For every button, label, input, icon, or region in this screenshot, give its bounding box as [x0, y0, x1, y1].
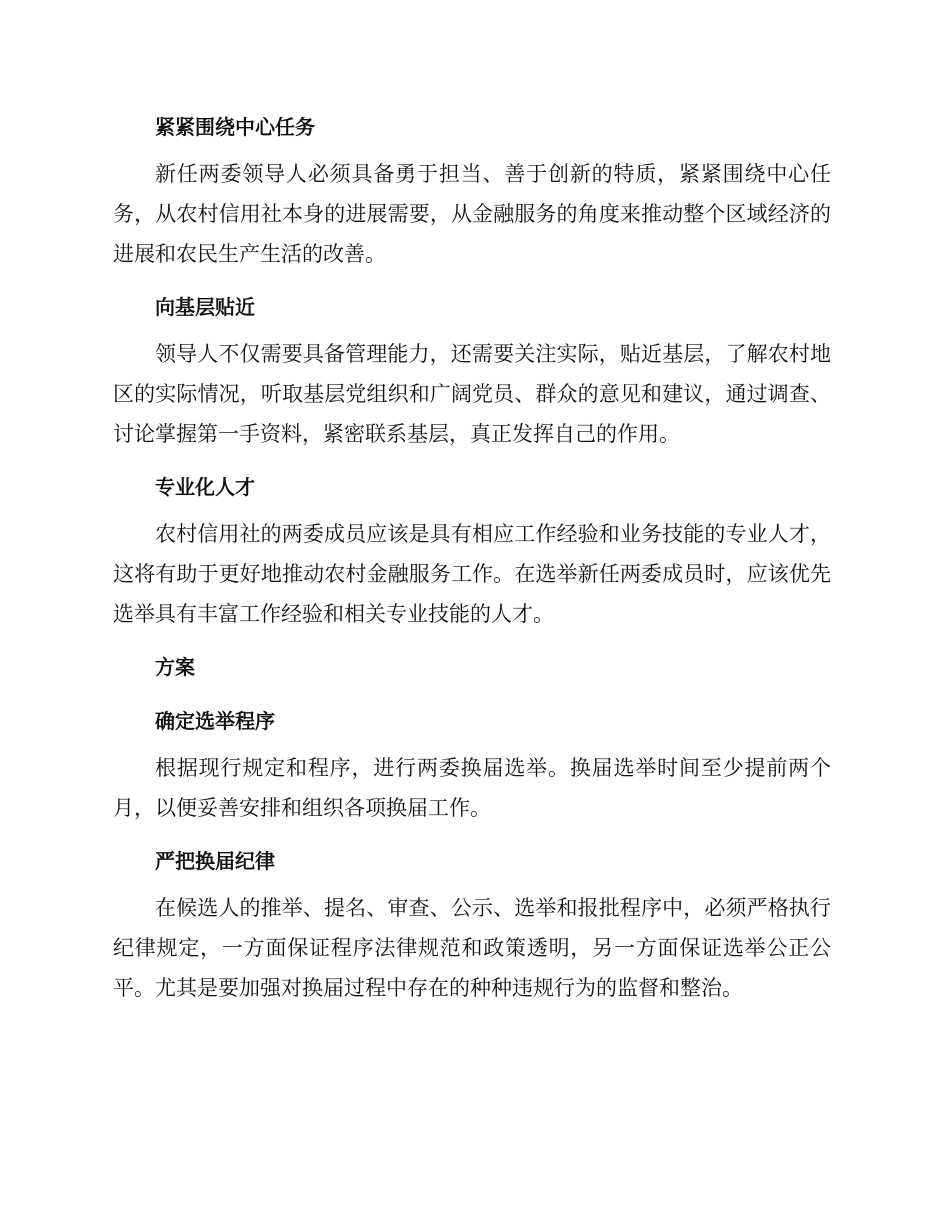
- plan-heading: 方案: [155, 655, 195, 679]
- section-heading: 向基层贴近: [155, 295, 255, 319]
- section-heading: 专业化人才: [155, 475, 255, 499]
- section-heading: 严把换届纪律: [155, 849, 275, 873]
- section-paragraph: 在候选人的推举、提名、审查、公示、选举和报批程序中，必须严格执行纪律规定，一方面保证程序法律规范和政策透明，另一方面保证选举公正公平。尤其是要加强对换届过程中存在的种种违规行为的监督和整治。: [113, 896, 831, 1000]
- section-paragraph: 农村信用社的两委成员应该是具有相应工作经验和业务技能的专业人才，这将有助于更好地推动农村金融服务工作。在选举新任两委成员时，应该优先选举具有丰富工作经验和相关专业技能的人才。: [113, 522, 831, 626]
- section-heading: 紧紧围绕中心任务: [155, 115, 315, 139]
- section-paragraph: 领导人不仅需要具备管理能力，还需要关注实际，贴近基层，了解农村地区的实际情况，听取基层党组织和广阔党员、群众的意见和建议，通过调查、讨论掌握第一手资料，紧密联系基层，真正发挥自己的作用。: [113, 342, 831, 446]
- section-heading: 确定选举程序: [155, 709, 275, 733]
- section-paragraph: 根据现行规定和程序，进行两委换届选举。换届选举时间至少提前两个月，以便妥善安排和组织各项换届工作。: [113, 756, 831, 820]
- document-body: [113, 106, 831, 1020]
- section-paragraph: 新任两委领导人必须具备勇于担当、善于创新的特质，紧紧围绕中心任务，从农村信用社本身的进展需要，从金融服务的角度来推动整个区域经济的进展和农民生产生活的改善。: [113, 162, 831, 266]
